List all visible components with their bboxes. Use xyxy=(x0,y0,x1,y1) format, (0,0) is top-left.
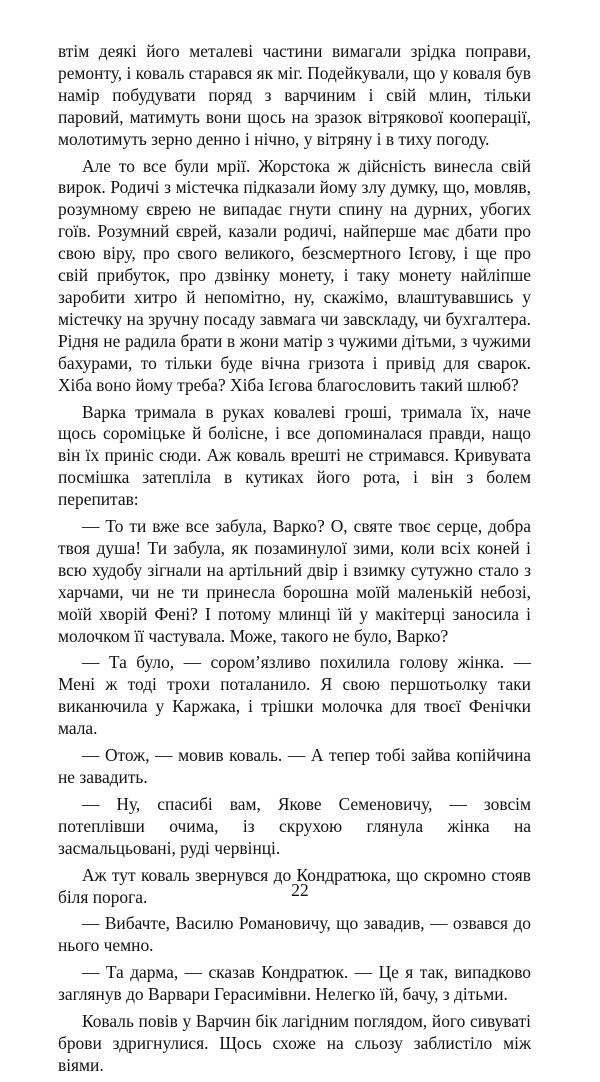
paragraph-8: Аж тут коваль звернувся до Кондратюка, що скромно стояв біля порога. xyxy=(58,864,531,907)
paragraph-1: втім деякі його металеві частини вимагали зрідка поправи, ремонту, і коваль старався як міг. Подейкували, що у коваля був намір побудувати поряд з варчиним і свій млин, тільки паровий, матимуть вони щось на зразок вітрякової кооперації, молотимуть зерно денно і нічно, у вітряну і в тиху погоду. xyxy=(58,41,531,149)
paragraph-4: — То ти вже все забула, Варко? О, святе твоє серце, добра твоя душа! Ти забула, як позаминулої зими, коли всіх коней і всю худобу зігнали на артільний двір і взимку сутужно стало з харчами, чи не ти принесла борошна моїй маленькій небозі, моїй хворій Фені? І потому млинці їй у макітерці заносила і молочком її частувала. Може, такого не було, Варко? xyxy=(58,516,531,646)
paragraph-3: Варка тримала в руках ковалеві гроші, тримала їх, наче щось сороміцьке й болісне, і все допоминалася правди, нащо він їх приніс сюди. Аж коваль врешті не стримався. Кривувата посмішка затепліла в кутиках його рота, і він з болем перепитав: xyxy=(58,401,531,510)
paragraph-7: — Ну, спасибі вам, Якове Семеновичу, — зовсім потеплівши очима, із скрухою глянула жінка на засмальцьовані, руді червінці. xyxy=(58,793,531,858)
paragraph-6: — Отож, — мовив коваль. — А тепер тобі зайва копійчина не завадить. xyxy=(58,745,531,787)
paragraph-9: — Вибачте, Василю Романовичу, що завадив, — озвався до нього чемно. xyxy=(58,913,531,956)
paragraph-11: Коваль повів у Варчин бік лагідним поглядом, його сивуваті брови здригнулися. Щось схоже на сльозу заблистіло між віями. xyxy=(58,1011,531,1075)
page-number: 22 xyxy=(291,880,309,900)
page-text xyxy=(58,41,531,1082)
paragraph-10: — Та дарма, — сказав Кондратюк. — Це я так, випадково заглянув до Варвари Герасимівни. Нелегко їй, бачу, з дітьми. xyxy=(58,962,531,1005)
paragraph-2: Але то все були мрії. Жорстока ж дійсність винесла свій вирок. Родичі з містечка підказали йому злу думку, що, мовляв, розумному єврею не випадає гнути спину на дурних, убогих гоїв. Розумний єврей, казали родичі, найперше має дбати про свою віру, про свого великого, безсмертного Ієгову, і ще про свій прибуток, про дзвінку монету, і таку монету найліпше заробити хитро й непомітно, ну, скажімо, влаштувавшись у містечку на зручну посаду завмага чи завскладу, чи бухгалтера. Рідня не радила брати в жони матір з чужими дітьми, з чужими бахурами, то тільки буде вічна гризота і привід для сварок. Хіба воно йому треба? Хіба Ієгова благословить такий шлюб? xyxy=(58,155,531,395)
paragraph-5: — Та було, — сором’язливо похилила голову жінка. — Мені ж тоді трохи поталанило. Я свою першотьолку таки виканючила у Каржака, і трішки молочка для твоєї Фенічки мала. xyxy=(58,652,531,739)
